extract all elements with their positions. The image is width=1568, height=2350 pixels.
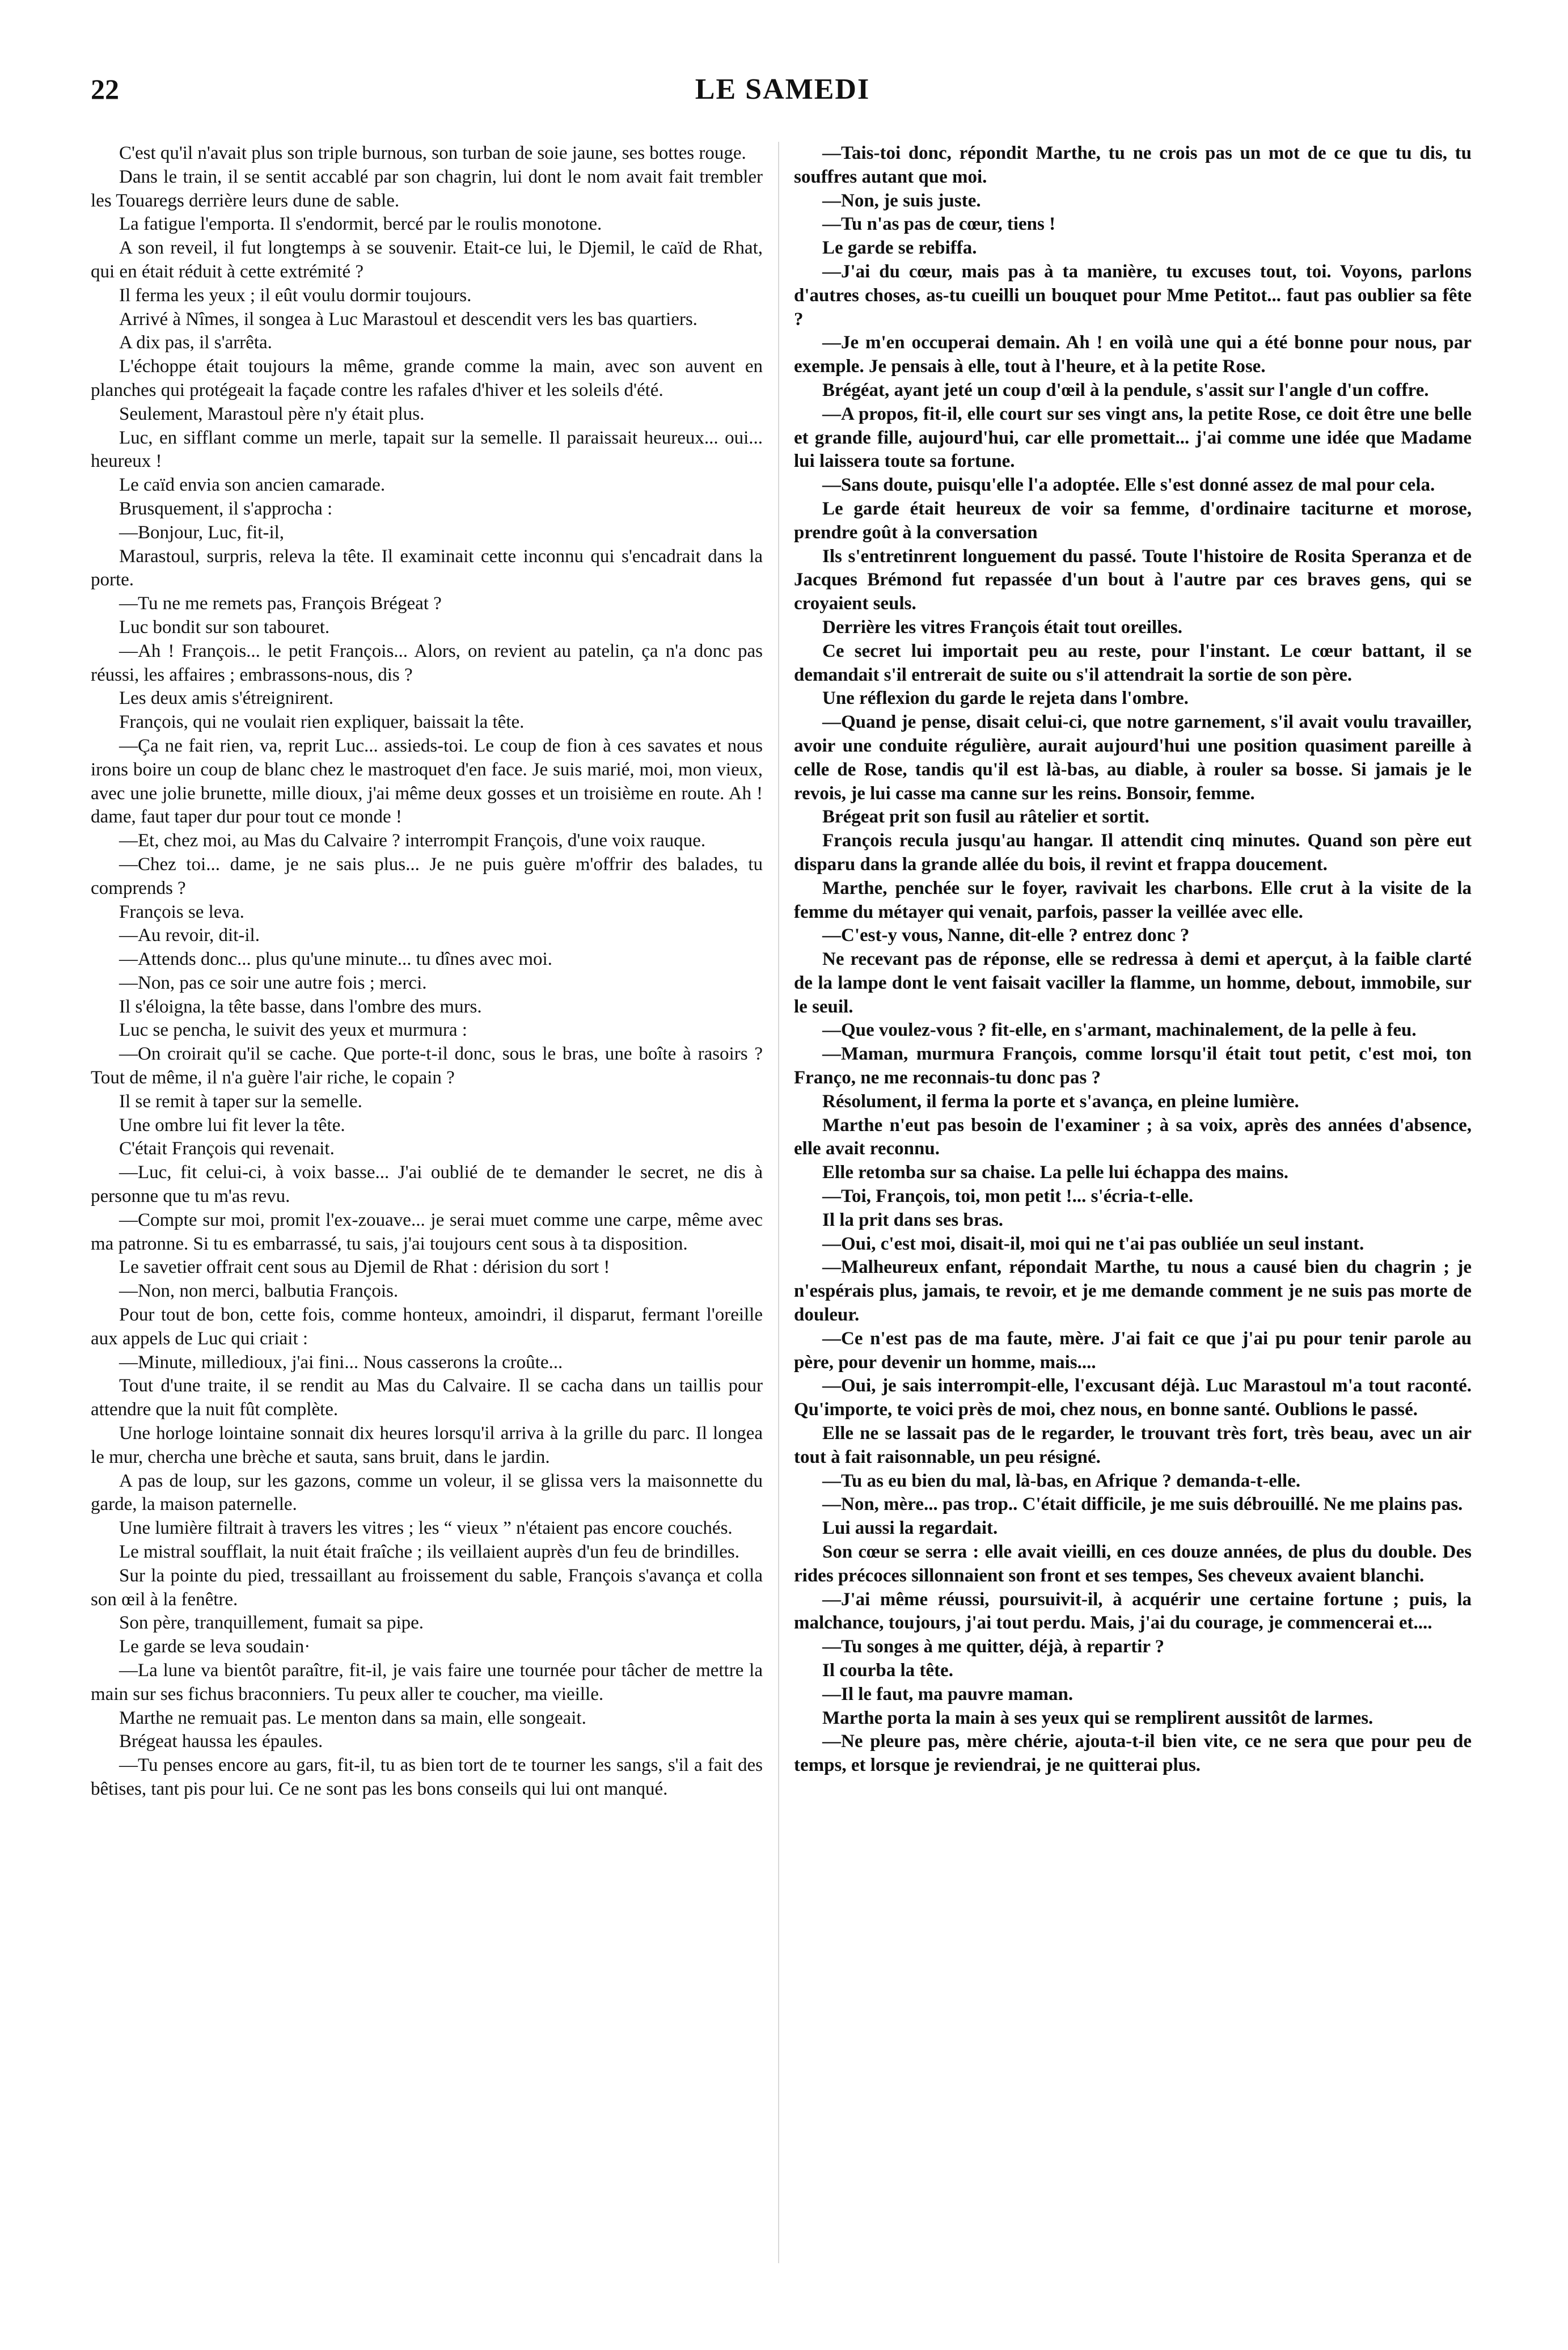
paragraph: Il ferma les yeux ; il eût voulu dormir toujours. (119, 285, 472, 306)
paragraph: Sur la pointe du pied, tressaillant au froissement du sable, François s'avança et colla son œil à la fenêtre. (91, 1565, 763, 1610)
paragraph: Arrivé à Nîmes, il songea à Luc Marastoul et descendit vers les bas quartiers. (119, 309, 698, 330)
paragraph: —On croirait qu'il se cache. Que porte-t-il donc, sous le bras, une boîte à rasoirs ? Tout de même, il n'a guère l'air riche, le copain ? (91, 1044, 763, 1088)
paragraph: Il courba la tête. (822, 1660, 953, 1681)
paragraph: Marastoul, surpris, releva la tête. Il examinait cette inconnu qui s'encadrait dans la porte. (91, 546, 763, 590)
paragraph: Ils s'entretinrent longuement du passé. Toute l'histoire de Rosita Speranza et de Jacques Brémond fut repassée d'un bout à l'autre par ces braves gens, qui se croyaient seuls. (794, 546, 1472, 614)
paragraph: —Compte sur moi, promit l'ex-zouave... je serai muet comme une carpe, même avec ma patronne. Si tu es embarrassé, tu sais, j'ai toujours cent sous à ta disposition. (91, 1209, 763, 1254)
paragraph: —Luc, fit celui-ci, à voix basse... J'ai oublié de te demander le secret, ne dis à personne que tu m'as revu. (91, 1162, 763, 1207)
paragraph: Une réflexion du garde le rejeta dans l'ombre. (822, 688, 1189, 709)
paragraph: Le savetier offrait cent sous au Djemil de Rhat : dérision du sort ! (119, 1257, 610, 1278)
paragraph: Brégéat, ayant jeté un coup d'œil à la pendule, s'assit sur l'angle d'un coffre. (822, 379, 1429, 400)
paragraph: Seulement, Marastoul père n'y était plus. (119, 403, 425, 424)
paragraph: Marthe, penchée sur le foyer, ravivait les charbons. Elle crut à la visite de la femme du métayer qui venait, parfois, passer la veillée avec elle. (794, 877, 1472, 922)
paragraph: C'est qu'il n'avait plus son triple burnous, son turban de soie jaune, ses bottes rouge. (119, 143, 746, 163)
paragraph: François recula jusqu'au hangar. Il attendit cinq minutes. Quand son père eut disparu dans la grande allée du bois, il revint et frappa doucement. (794, 830, 1472, 875)
paragraph: —Non, mère... pas trop.. C'était difficile, je me suis débrouillé. Ne me plains pas. (822, 1494, 1463, 1515)
paragraph: —Chez toi... dame, je ne sais plus... Je ne puis guère m'offrir des balades, tu comprends ? (91, 854, 763, 898)
paragraph: —J'ai même réussi, poursuivit-il, à acquérir une certaine fortune ; puis, la malchance, toujours, j'ai tout perdu. Mais, j'ai du courage, je commencerai et.... (794, 1589, 1472, 1634)
paragraph: Il s'éloigna, la tête basse, dans l'ombre des murs. (119, 996, 482, 1017)
paragraph: Les deux amis s'étreignirent. (119, 688, 334, 709)
paragraph: —Attends donc... plus qu'une minute... tu dînes avec moi. (119, 949, 552, 970)
paragraph: —Minute, milledioux, j'ai fini... Nous casserons la croûte... (119, 1352, 563, 1373)
paragraph: —Ah ! François... le petit François... Alors, on revient au patelin, ça n'a donc pas réussi, les affaires ; embrassons-nous, dis ? (91, 640, 763, 685)
paragraph: —C'est-y vous, Nanne, dit-elle ? entrez donc ? (822, 925, 1190, 946)
paragraph: Résolument, il ferma la porte et s'avança, en pleine lumière. (822, 1091, 1299, 1112)
paragraph: Luc se pencha, le suivit des yeux et murmura : (119, 1020, 467, 1041)
paragraph: Une lumière filtrait à travers les vitres ; les “ vieux ” n'étaient pas encore couchés. (119, 1518, 733, 1539)
paragraph: L'échoppe était toujours la même, grande comme la main, avec son auvent en planches qui protégeait la façade contre les rafales d'hiver et les soleils d'été. (91, 356, 763, 400)
paragraph: Elle retomba sur sa chaise. La pelle lui échappa des mains. (822, 1162, 1289, 1183)
paragraph: —Tu ne me remets pas, François Brégeat ? (119, 593, 442, 614)
paragraph: Une ombre lui fit lever la tête. (119, 1115, 345, 1136)
paragraph: Pour tout de bon, cette fois, comme honteux, amoindri, il disparut, fermant l'oreille aux appels de Luc qui criait : (91, 1305, 763, 1349)
running-title: LE SAMEDI (695, 73, 870, 106)
paragraph: A pas de loup, sur les gazons, comme un voleur, il se glissa vers la maisonnette du garde, la maison paternelle. (91, 1470, 763, 1515)
paragraph: —Non, je suis juste. (822, 190, 981, 211)
paragraph: —La lune va bientôt paraître, fit-il, je vais faire une tournée pour tâcher de mettre la main sur ses fichus braconniers. Tu peux aller te coucher, ma vieille. (91, 1660, 763, 1705)
paragraph: Marthe ne remuait pas. Le menton dans sa main, elle songeait. (119, 1707, 586, 1728)
paragraph: Ne recevant pas de réponse, elle se redressa à demi et aperçut, à la faible clarté de la lampe dont le vent faisait vaciller la flamme, un homme, debout, immobile, sur le seuil. (794, 949, 1472, 1017)
paragraph: Son cœur se serra : elle avait vieilli, en ces douze années, de plus du double. Des rides précoces sillonnaient son front et ses tempes, Ses cheveux avaient blanchi. (794, 1542, 1472, 1586)
paragraph: —Quand je pense, disait celui-ci, que notre garnement, s'il avait voulu travailler, avoir une conduite régulière, aurait aujourd'hui une position quasiment pareille à celle de Rose, tandis qu'il est là-bas, au diable, à rouler sa bosse. Si jamais je le revois, je lui casse ma canne sur les reins. Bonsoir, femme. (794, 712, 1472, 804)
paragraph: —Que voulez-vous ? fit-elle, en s'armant, machinalement, de la pelle à feu. (822, 1020, 1417, 1041)
paragraph: —Tu as eu bien du mal, là-bas, en Afrique ? demanda-t-elle. (822, 1470, 1301, 1491)
paragraph: Ce secret lui importait peu au reste, pour l'instant. Le cœur battant, il se demandait s'il entrerait de suite ou s'il attendrait la sortie de son père. (794, 640, 1472, 685)
paragraph: Luc bondit sur son tabouret. (119, 617, 330, 638)
paragraph: —Ce n'est pas de ma faute, mère. J'ai fait ce que j'ai pu pour tenir parole au père, pour devenir un homme, mais.... (794, 1328, 1472, 1373)
paragraph: —A propos, fit-il, elle court sur ses vingt ans, la petite Rose, ce doit être une belle et grande fille, aujourd'hui, car elle promettait... j'ai comme une idée que Madame lui laissera toute sa fortune. (794, 403, 1472, 472)
paragraph: Brégeat prit son fusil au râtelier et sortit. (822, 807, 1149, 828)
page-header (91, 73, 1474, 112)
paragraph: —Je m'en occuperai demain. Ah ! en voilà une qui a été bonne pour nous, par exemple. Je pensais à elle, tout à l'heure, et à la petite Rose. (794, 332, 1472, 377)
paragraph: Brégeat haussa les épaules. (119, 1731, 323, 1752)
paragraph: Une horloge lointaine sonnait dix heures lorsqu'il arriva à la grille du parc. Il longea le mur, chercha une brèche et sauta, sans bruit, dans le jardin. (91, 1423, 763, 1467)
paragraph: Brusquement, il s'approcha : (119, 498, 333, 519)
paragraph: François se leva. (119, 901, 244, 922)
paragraph: —Non, pas ce soir une autre fois ; merci. (119, 972, 427, 993)
paragraph: —Ça ne fait rien, va, reprit Luc... assieds-toi. Le coup de fion à ces savates et nous irons boire un coup de blanc chez le mastroquet d'en face. Je suis marié, moi, mon vieux, avec une jolie brunette, mille dioux, j'ai même deux gosses et un troisième en route. Ah ! dame, faut taper dur pour tout ce monde ! (91, 735, 763, 828)
paragraph: —J'ai du cœur, mais pas à ta manière, tu excuses tout, toi. Voyons, parlons d'autres choses, as-tu cueilli un bouquet pour Mme Petitot... faut pas oublier sa fête ? (794, 261, 1472, 330)
paragraph: —Tu n'as pas de cœur, tiens ! (822, 214, 1056, 235)
paragraph: —Tais-toi donc, répondit Marthe, tu ne crois pas un mot de ce que tu dis, tu souffres autant que moi. (794, 143, 1472, 187)
paragraph: Il se remit à taper sur la semelle. (119, 1091, 362, 1112)
paragraph: —Et, chez moi, au Mas du Calvaire ? interrompit François, d'une voix rauque. (119, 830, 706, 851)
paragraph: A dix pas, il s'arrêta. (119, 332, 272, 353)
paragraph: François, qui ne voulait rien expliquer, baissait la tête. (119, 712, 525, 733)
paragraph: Dans le train, il se sentit accablé par son chagrin, lui dont le nom avait fait trembler les Touaregs derrière leurs dune de sable. (91, 166, 763, 211)
paragraph: Le garde était heureux de voir sa femme, d'ordinaire taciturne et morose, prendre goût à la conversation (794, 498, 1472, 543)
page-number: 22 (91, 73, 119, 105)
paragraph: —Oui, c'est moi, disait-il, moi qui ne t'ai pas oubliée un seul instant. (822, 1233, 1364, 1254)
paragraph: La fatigue l'emporta. Il s'endormit, bercé par le roulis monotone. (119, 214, 602, 235)
paragraph: Elle ne se lassait pas de le regarder, le trouvant très fort, très beau, avec un air tout à fait raisonnable, un peu résigné. (794, 1423, 1472, 1467)
paragraph: Derrière les vitres François était tout oreilles. (822, 617, 1183, 638)
paragraph: Le garde se rebiffa. (822, 238, 977, 259)
paragraph: —Tu penses encore au gars, fit-il, tu as bien tort de te tourner les sangs, s'il a fait des bêtises, tant pis pour lui. Ce ne sont pas les bons conseils qui lui ont manqué. (91, 1755, 763, 1799)
paragraph: Tout d'une traite, il se rendit au Mas du Calvaire. Il se cacha dans un taillis pour attendre que la nuit fût complète. (91, 1376, 763, 1420)
paragraph: Marthe n'eut pas besoin de l'examiner ; à sa voix, après des années d'absence, elle avait reconnu. (794, 1115, 1472, 1159)
paragraph: —Bonjour, Luc, fit-il, (119, 522, 285, 543)
paragraph: —Il le faut, ma pauvre maman. (822, 1684, 1073, 1705)
paragraph: —Malheureux enfant, répondait Marthe, tu nous a causé bien du chagrin ; je n'espérais plus, jamais, te revoir, et je me demande comment je ne suis pas morte de douleur. (794, 1257, 1472, 1326)
paragraph: —Sans doute, puisqu'elle l'a adoptée. Elle s'est donné assez de mal pour cela. (822, 475, 1435, 496)
paragraph: C'était François qui revenait. (119, 1138, 335, 1159)
right-column (794, 142, 1472, 2275)
paragraph: Le mistral soufflait, la nuit était fraîche ; ils veillaient auprès d'un feu de brindilles. (119, 1542, 740, 1563)
paragraph: Le garde se leva soudain· (119, 1636, 311, 1657)
paragraph: Marthe porta la main à ses yeux qui se remplirent aussitôt de larmes. (822, 1707, 1373, 1728)
paragraph: —Toi, François, toi, mon petit !... s'écria-t-elle. (822, 1186, 1194, 1207)
paragraph: —Ne pleure pas, mère chérie, ajouta-t-il bien vite, ce ne sera que pour peu de temps, et lorsque je reviendrai, je ne quitterai plus. (794, 1731, 1472, 1776)
paragraph: —Oui, je sais interrompit-elle, l'excusant déjà. Luc Marastoul m'a tout raconté. Qu'importe, te voici près de moi, chez nous, en bonne santé. Oublions le passé. (794, 1376, 1472, 1420)
paragraph: Son père, tranquillement, fumait sa pipe. (119, 1613, 424, 1634)
column-divider (778, 142, 779, 2263)
paragraph: Lui aussi la regardait. (822, 1518, 998, 1539)
paragraph: Le caïd envia son ancien camarade. (119, 475, 386, 496)
paragraph: —Non, non merci, balbutia François. (119, 1281, 399, 1302)
paragraph: A son reveil, il fut longtemps à se souvenir. Etait-ce lui, le Djemil, le caïd de Rhat, qui en était réduit à cette extrémité ? (91, 238, 763, 282)
paragraph: —Au revoir, dit-il. (119, 925, 260, 946)
paragraph: Luc, en sifflant comme un merle, tapait sur la semelle. Il paraissait heureux... oui... heureux ! (91, 427, 763, 472)
paragraph: —Tu songes à me quitter, déjà, à repartir ? (822, 1636, 1165, 1657)
paragraph: —Maman, murmura François, comme lorsqu'il était tout petit, c'est moi, ton Franço, ne me reconnais-tu donc pas ? (794, 1044, 1472, 1088)
paragraph: Il la prit dans ses bras. (822, 1209, 1004, 1230)
left-column (91, 142, 763, 2275)
